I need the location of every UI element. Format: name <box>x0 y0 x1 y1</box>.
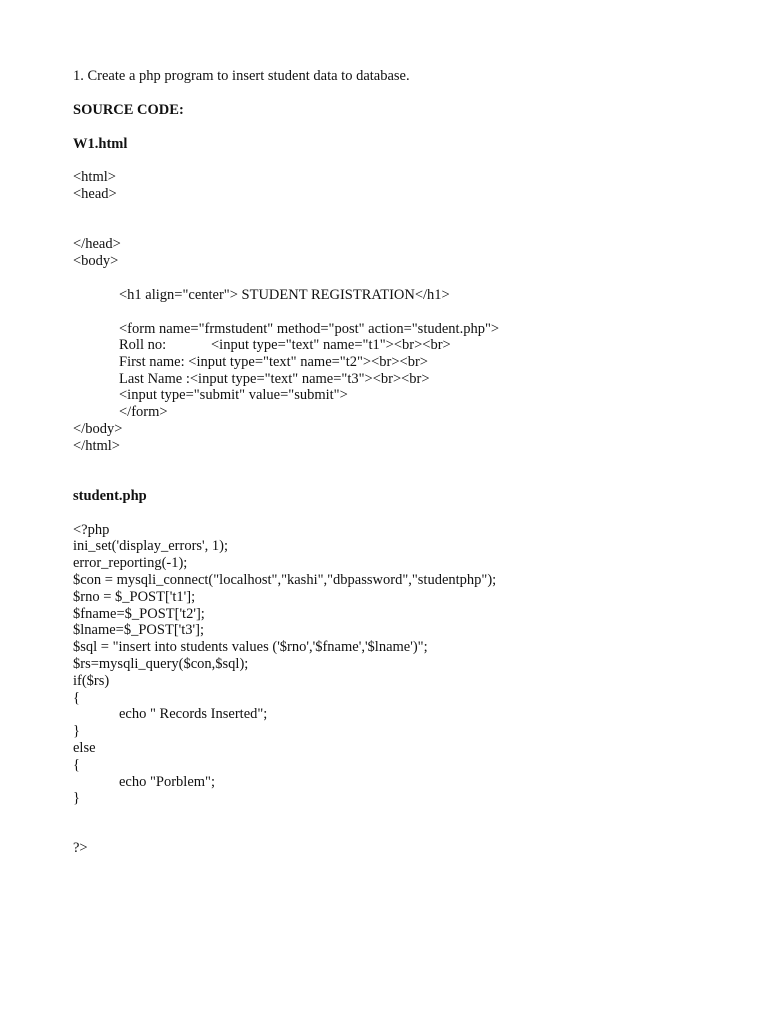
html-file-name: W1.html <box>73 136 128 152</box>
code-line: if($rs) <box>73 673 110 689</box>
code-line: <head> <box>73 186 117 202</box>
code-line: else <box>73 740 96 756</box>
code-line: $lname=$_POST['t3']; <box>73 622 205 638</box>
source-code-heading: SOURCE CODE: <box>73 102 184 118</box>
code-line: <body> <box>73 253 119 269</box>
code-line: </body> <box>73 421 123 437</box>
code-line: Last Name :<input type="text" name="t3"><br><br> <box>119 371 430 387</box>
code-line: } <box>73 723 80 739</box>
code-line: error_reporting(-1); <box>73 555 188 571</box>
code-line: $rs=mysqli_query($con,$sql); <box>73 656 249 672</box>
code-line: <input type="text" name="t1"><br><br> <box>211 337 451 353</box>
code-line: ini_set('display_errors', 1); <box>73 538 229 554</box>
code-line: ?> <box>73 840 88 856</box>
code-line: } <box>73 790 80 806</box>
code-line: <html> <box>73 169 116 185</box>
php-file-name: student.php <box>73 488 147 504</box>
code-line: <h1 align="center"> STUDENT REGISTRATION</h1> <box>119 287 450 303</box>
code-line: <form name="frmstudent" method="post" action="student.php"> <box>119 321 500 337</box>
code-line: $con = mysqli_connect("localhost","kashi","dbpassword","studentphp"); <box>73 572 497 588</box>
code-line: $fname=$_POST['t2']; <box>73 606 205 622</box>
code-line: </head> <box>73 236 121 252</box>
roll-no-label: Roll no: <box>119 337 167 353</box>
code-line: </form> <box>119 404 168 420</box>
code-line: <?php <box>73 522 110 538</box>
code-line: First name: <input type="text" name="t2"><br><br> <box>119 354 428 370</box>
code-line: { <box>73 757 80 773</box>
question-text: 1. Create a php program to insert student data to database. <box>73 68 410 84</box>
code-line: </html> <box>73 438 120 454</box>
code-line: echo " Records Inserted"; <box>119 706 268 722</box>
code-line: $sql = "insert into students values ('$rno','$fname','$lname')"; <box>73 639 428 655</box>
code-line: echo "Porblem"; <box>119 774 215 790</box>
code-line: { <box>73 690 80 706</box>
code-line: <input type="submit" value="submit"> <box>119 387 348 403</box>
code-line: $rno = $_POST['t1']; <box>73 589 196 605</box>
